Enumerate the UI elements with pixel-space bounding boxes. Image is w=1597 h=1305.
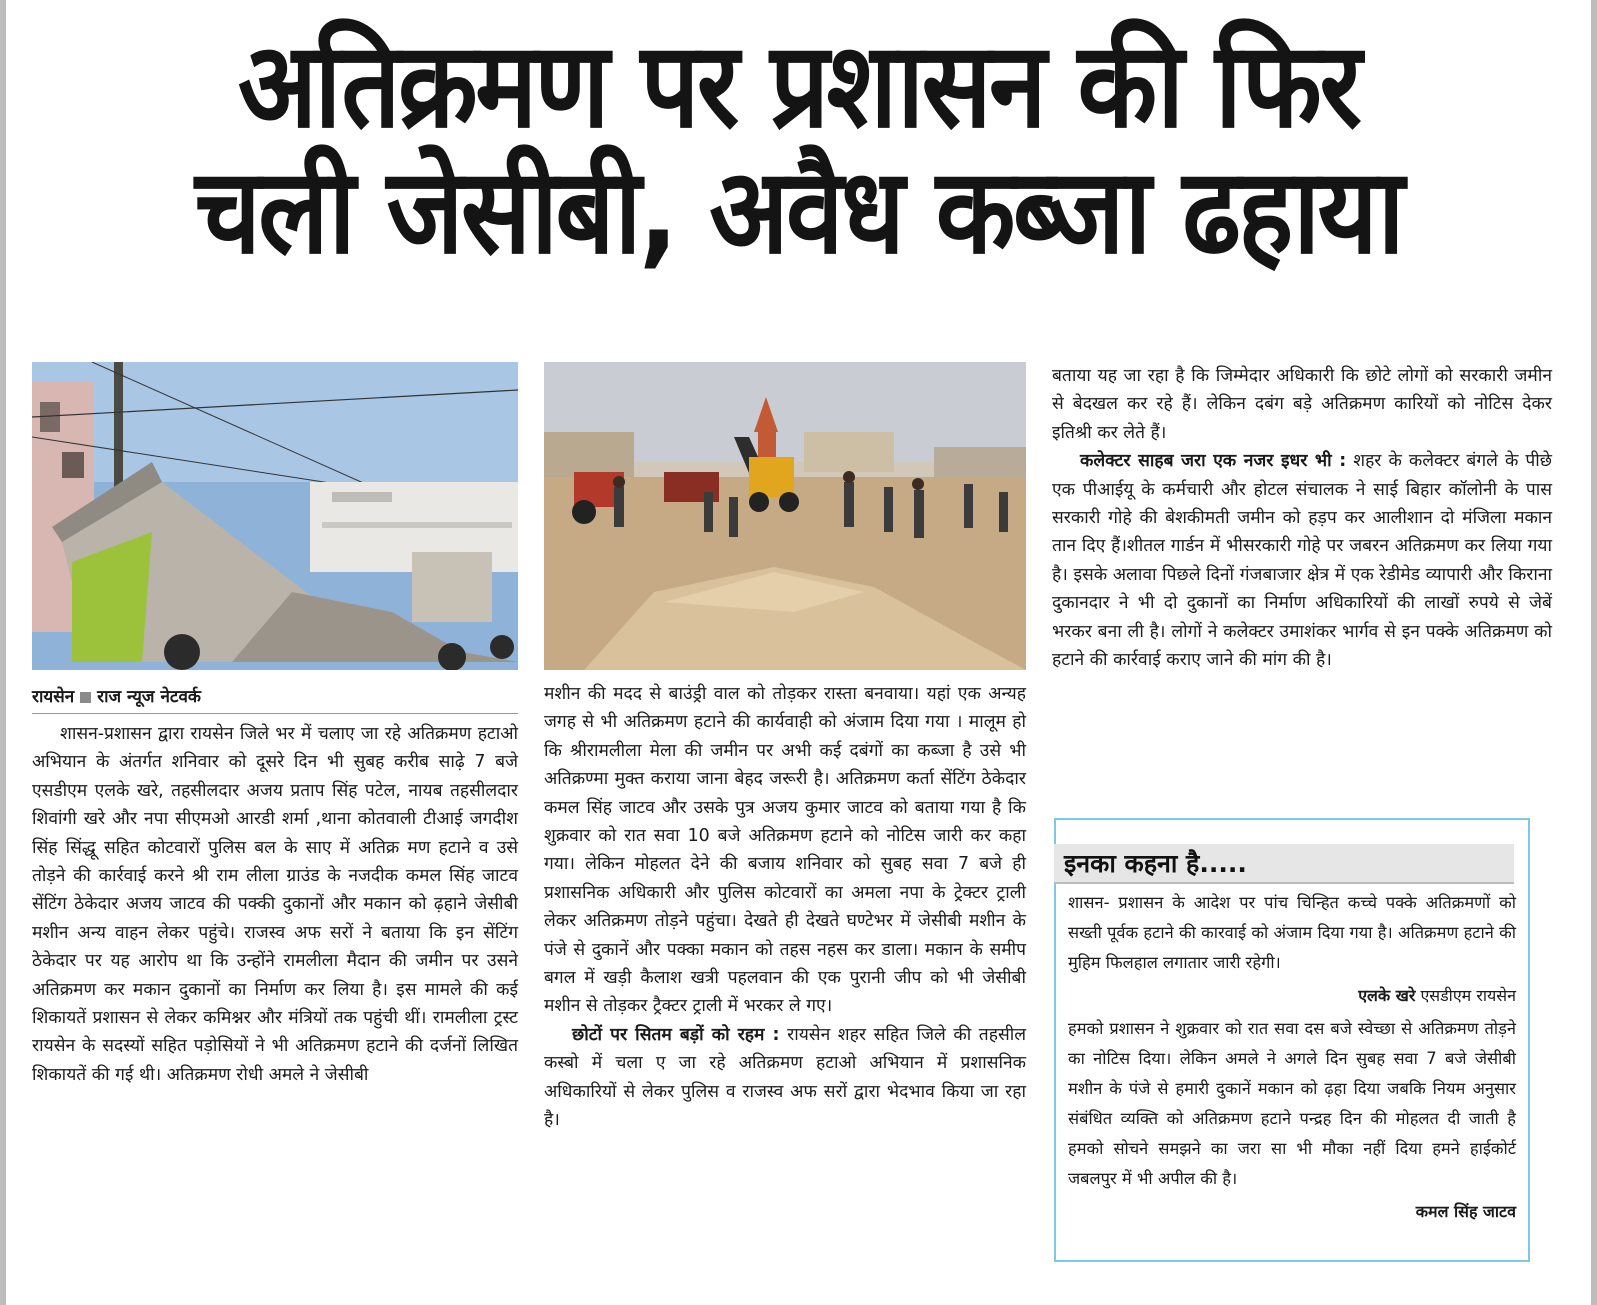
subhead-collector: कलेक्टर साहब जरा एक नजर इधर भी : xyxy=(1080,451,1347,472)
col3-text-1: बताया यह जा रहा है कि जिम्मेदार अधिकारी कि छोटे लोगों को सरकारी जमीन से बेदखल कर रहे हैं। लेकिन दबंग बड़े अतिक्रमण कारियों को नोटिस देकर इतिश्री कर लेते हैं। xyxy=(1052,366,1552,443)
column-2 xyxy=(544,362,1026,1135)
statements-heading: इनका कहना है..... xyxy=(1054,844,1514,884)
statement-1: शासन- प्रशासन के आदेश पर पांच चिन्हित कच्चे पक्के अतिक्रमणों को सख्ती पूर्वक हटाने की कारवाई को अंजाम दिया गया है। अतिक्रमण हटाने की मुहिम फिलहाल लगातार जारी रहेगी। xyxy=(1068,893,1516,972)
dateline-network: राज न्यूज नेटवर्क xyxy=(97,687,201,707)
col3-text-2: शहर के कलेक्टर बंगले के पीछे एक पीआईयू के कर्मचारी और होटल संचालक ने साई बिहार कॉलोनी के पास सरकारी गोहे की बेशकीमती जमीन को हड़प कर आलीशान दो मंजिला मकान तान दिए हैं।शीतल गार्डन में भीसरकारी गोहे पर जबरन अतिक्रमण कर लिया गया है। इसके अलावा पिछले दिनों गंजबाजार क्षेत्र में एक रेडीमेड व्यापारी और किराना दुकानदार ने भी दो दुकानों का निर्माण अधिकारियों की लाखों रुपये से जेबें भरकर बना ली है। लोगों ने कलेक्टर उमाशंकर भार्गव से इन पक्के अतिक्रमण को हटाने की कार्रवाई कराए जाने की मांग की है। xyxy=(1052,451,1552,671)
headline-line-1: अतिक्रमण पर प्रशासन की फिर xyxy=(237,16,1360,154)
jcb-site-photo xyxy=(544,362,1026,670)
speaker-2-name: कमल सिंह जाटव xyxy=(1415,1202,1516,1221)
headline xyxy=(20,16,1577,281)
speaker-1-name: एलके खरे xyxy=(1358,986,1416,1005)
dateline-square-icon xyxy=(80,692,91,703)
column-3 xyxy=(1052,362,1552,674)
demolished-building-photo xyxy=(32,362,518,670)
speaker-1-title: एसडीएम रायसेन xyxy=(1415,986,1516,1005)
subhead-small-vs-big: छोटों पर सितम बड़ों को रहम : xyxy=(572,1024,780,1045)
col2-text-2: रायसेन शहर सहित जिले की तहसील कस्बो में चला ए जा रहे अतिक्रमण हटाओ अभियान में प्रशासनिक अधिकारियों से लेकर पुलिस व राजस्व अफ सरों द्वारा भेदभाव किया जा रहा है। xyxy=(544,1024,1026,1131)
statement-1-attribution xyxy=(1056,978,1528,1010)
statement-2: हमको प्रशासन ने शुक्रवार को रात सवा दस बजे स्वेच्छा से अतिक्रमण तोड़ने का नोटिस दिया। लेकिन अमले ने अगले दिन सुबह सवा 7 बजे जेसीबी मशीन के पंजे से हमारी दुकानें मकान को ढ़हा दिया जबकि नियम अनुसार संबंधित व्यक्ति को अतिक्रमण हटाने पन्द्रह दिन की मोहलत दी जाती है हमको सोचने समझने का जरा सा भी मौका नहीं दिया हमने हाईकोर्ट जबलपुर में भी अपील की है। xyxy=(1068,1019,1516,1188)
dateline xyxy=(32,684,518,714)
article-paragraph-3 xyxy=(1052,362,1552,674)
page-edge-left xyxy=(0,0,6,1305)
statements-box xyxy=(1054,818,1530,1262)
dateline-place: रायसेन xyxy=(32,687,75,707)
headline-line-2: चली जेसीबी, अवैध कब्जा ढहाया xyxy=(194,142,1402,281)
column-1 xyxy=(32,362,518,1089)
article-paragraph-1 xyxy=(32,720,518,1089)
col2-text-1: मशीन की मदद से बाउंड्री वाल को तोड़कर रास्ता बनवाया। यहां एक अन्यह जगह से भी अतिक्रमण हटाने की कार्यवाही को अंजाम दिया गया । मालूम हो कि श्रीरामलीला मेला की जमीन पर अभी कई दबंगों का कब्जा है उसे भी अतिक्रण्मा मुक्त कराया जाना बेहद जरूरी है। अतिक्रमण कर्ता सेंटिंग ठेकेदार कमल सिंह जाटव और उसके पुत्र अजय कुमार जाटव को बताया गया है कि शुक्रवार को रात सवा 10 बजे अतिक्रमण हटाने को नोटिस जारी कर कहा गया। लेकिन मोहलत देने की बजाय शनिवार को सुबह सवा 7 बजे ही प्रशासनिक अधिकारी और पुलिस कोटवारों का अमला नपा के ट्रेक्टर ट्राली लेकर अतिक्रमण तोड़ने पहुंचा। देखते ही देखते घण्टेभर में जेसीबी मशीन के पंजे से दुकानें और पक्का मकान को तहस नहस कर डाला। मकान के समीप बगल में खड़ी कैलाश खत्री पहलवान की एक पुरानी जीप को भी जेसीबी मशीन से तोड़कर ट्रैक्टर ट्राली में भरकर ले गए। xyxy=(544,684,1026,1017)
article-paragraph-2 xyxy=(544,680,1026,1135)
page-edge-right xyxy=(1591,0,1597,1305)
col1-text: शासन-प्रशासन द्वारा रायसेन जिले भर में चलाए जा रहे अतिक्रमण हटाओ अभियान के अंतर्गत शनिवार को दूसरे दिन भी सुबह करीब साढ़े 7 बजे एसडीएम एलके खरे, तहसीलदार अजय प्रताप सिंह पटेल, नायब तहसीलदार शिवांगी खरे और नपा सीएमओ आरडी शर्मा ,थाना कोतवाली टीआई जगदीश सिंह सिंद्धू सहित कोटवारों पुलिस बल के साए में अतिक्र मण हटाने व उसे तोड़ने की कार्रवाई करने श्री राम लीला ग्राउंड के नजदीक कमल सिंह जाटव सेंटिंग ठेकेदार अजय जाटव की पक्की दुकानों और मकान को ढ़हाने जेसीबी मशीन अन्य वाहन लेकर पहुंचे। राजस्व अफ सरों ने बताया कि इन सेंटिंग ठेकेदार पर यह आरोप था कि उन्होंने रामलीला मैदान की जमीन पर उसने अतिक्रमण कर मकान दुकानों का निर्माण कर लिया है। इस मामले की कई शिकायतें प्रशासन से लेकर कमिश्नर और मंत्रियों तक पहुंची थीं। रामलीला ट्रस्ट रायसेन के सदस्यों सहित पड़ोसियों ने भी अतिक्रमण हटाने की दर्जनों लिखित शिकायतें की गई थी। अतिक्रमण रोधी अमले ने जेसीबी xyxy=(32,724,518,1085)
